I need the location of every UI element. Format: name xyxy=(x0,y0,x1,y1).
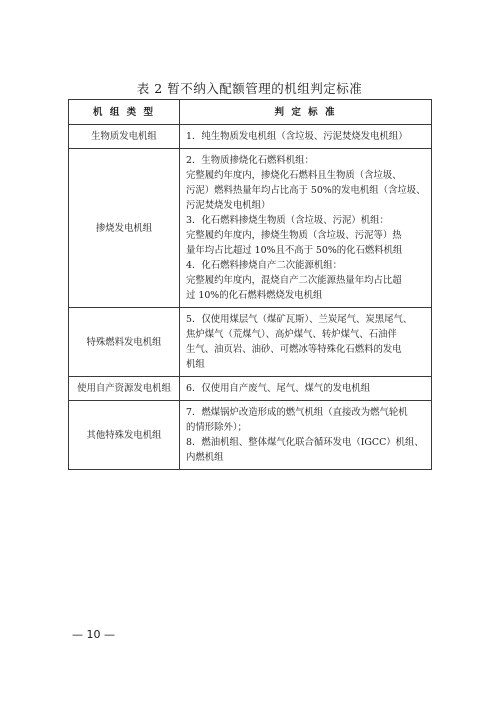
unit-type-cell: 生物质发电机组 xyxy=(69,125,180,149)
criteria-line: 2．生物质掺烧化石燃料机组： xyxy=(186,155,314,166)
criteria-cell xyxy=(180,308,432,377)
header-unit-type: 机 组 类 型 xyxy=(69,100,180,125)
table-row xyxy=(69,149,432,308)
criteria-line: 8．燃油机组、整体煤气化联合循环发电（IGCC）机组、 xyxy=(186,437,424,448)
criteria-line: 机组 xyxy=(186,359,205,370)
criteria-line: 焦炉煤气（荒煤气）、高炉煤气、转炉煤气、石油伴 xyxy=(186,329,397,340)
criteria-line: 5．仅使用煤层气（煤矿瓦斯）、兰炭尾气、炭黑尾气、 xyxy=(186,314,413,325)
table-row xyxy=(69,401,432,470)
table-row xyxy=(69,125,432,149)
criteria-line: 过 10%的化石燃料燃烧发电机组 xyxy=(186,290,323,301)
table-row xyxy=(69,308,432,377)
criteria-line: 完整履约年度内，混烧自产二次能源热量年均占比超 xyxy=(186,275,402,286)
criteria-line: 6．仅使用自产废气、尾气、煤气的发电机组 xyxy=(186,383,371,394)
criteria-line: 1．纯生物质发电机组（含垃圾、污泥焚烧发电机组） xyxy=(186,131,408,142)
criteria-line: 完整履约年度内，掺烧生物质（含垃圾、污泥等）热 xyxy=(186,230,402,241)
unit-type-cell: 掺烧发电机组 xyxy=(69,149,180,308)
criteria-cell xyxy=(180,149,432,308)
criteria-line: 7．燃煤锅炉改造形成的燃气机组（直接改为燃气轮机 xyxy=(186,407,408,418)
criteria-line: 的情形除外）； xyxy=(186,422,247,433)
header-criteria: 判 定 标 准 xyxy=(180,100,432,125)
table-title: 表 2 暂不纳入配额管理的机组判定标准 xyxy=(136,81,363,96)
criteria-line: 3．化石燃料掺烧生物质（含垃圾、污泥）机组： xyxy=(186,215,389,226)
table-row xyxy=(69,377,432,401)
criteria-line: 生气、油页岩、油砂、可燃冰等特殊化石燃料的发电 xyxy=(186,344,402,355)
page-number: — 10 — xyxy=(72,628,115,641)
table-header-row xyxy=(69,100,432,125)
criteria-cell xyxy=(180,125,432,149)
unit-type-cell: 其他特殊发电机组 xyxy=(69,401,180,470)
criteria-table xyxy=(68,99,432,470)
criteria-cell xyxy=(180,377,432,401)
criteria-line: 完整履约年度内，掺烧化石燃料且生物质（含垃圾、 xyxy=(186,170,402,181)
unit-type-cell: 使用自产资源发电机组 xyxy=(69,377,180,401)
criteria-line: 污泥焚烧发电机组） xyxy=(186,200,271,211)
criteria-line: 4．化石燃料掺烧自产二次能源机组： xyxy=(186,260,342,271)
criteria-cell xyxy=(180,401,432,470)
criteria-line: 内燃机组 xyxy=(186,452,224,463)
criteria-line: 量年均占比超过 10%且不高于 50%的化石燃料机组 xyxy=(186,245,403,256)
criteria-line: 污泥）燃料热量年均占比高于 50%的发电机组（含垃圾、 xyxy=(186,185,426,196)
unit-type-cell: 特殊燃料发电机组 xyxy=(69,308,180,377)
